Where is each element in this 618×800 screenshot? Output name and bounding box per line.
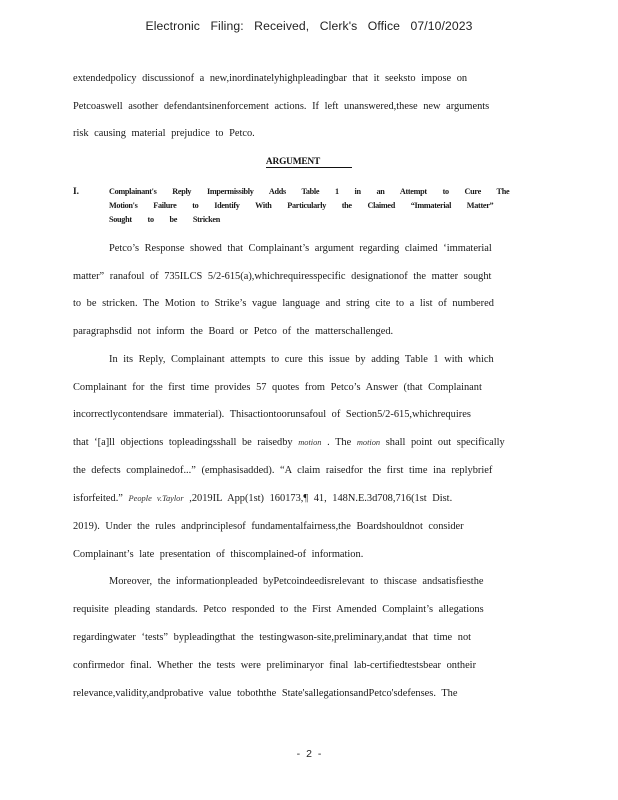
subheading-number: I. <box>73 187 79 197</box>
paragraph-line: paragraphsdid not inform the Board or Petco of the matterschallenged. <box>73 326 394 337</box>
paragraph-line: to be stricken. The Motion to Strike’s vague language and string cite to a list of numbered <box>73 298 494 309</box>
paragraph-line: Complainant’s late presentation of thiscomplained-of information. <box>73 549 364 560</box>
paragraph-line: Complainant for the first time provides 57 quotes from Petco’s Answer (that Complainant <box>73 382 482 393</box>
section-heading: ARGUMENT <box>0 157 618 167</box>
paragraph-line: Petco’s Response showed that Complainant’s argument regarding claimed ‘immaterial <box>109 243 492 254</box>
paragraph-line: that ‘[a]ll objections topleadingsshall be raisedby motion . The motion shall point out specifically <box>73 437 505 448</box>
paragraph-line: In its Reply, Complainant attempts to cure this issue by adding Table 1 with which <box>109 354 494 365</box>
paragraph-line: isforfeited.” People v.Taylor ,2019IL App(1st) 160173,¶ 41, 148N.E.3d708,716(1st Dist. <box>73 493 453 504</box>
page-number: - 2 - <box>296 748 322 760</box>
paragraph-line: regardingwater ‘tests” bypleadingthat the testingwason-site,preliminary,andat that time not <box>73 632 472 643</box>
paragraph-line: 2019). Under the rules andprinciplesof fundamentalfairness,the Boardshouldnot consider <box>73 521 464 532</box>
paragraph-line: relevance,validity,andprobative value toboththe State'sallegationsandPetco'sdefenses. The <box>73 688 458 699</box>
paragraph-line: incorrectlycontendsare immaterial). Thisactiontoorunsafoul of Section5/2-615,whichrequires <box>73 409 471 420</box>
subheading-line: Motion's Failure to Identify With Particularly the Claimed “Immaterial Matter” <box>109 201 494 210</box>
paragraph-line: Petcoaswell asother defendantsinenforcement actions. If left unanswered,these new arguments <box>73 101 490 112</box>
paragraph-line: Moreover, the informationpleaded byPetcoindeedisrelevant to thiscase andsatisfiesthe <box>109 576 484 587</box>
paragraph-line: extendedpolicy discussionof a new,inordinatelyhighpleadingbar that it seeksto impose on <box>73 73 468 84</box>
italic-emphasis: motion <box>356 438 381 447</box>
paragraph-line: confirmedor final. Whether the tests were preliminaryor final lab-certifiedtestsbear ontheir <box>73 660 477 671</box>
italic-emphasis: motion <box>298 438 322 447</box>
paragraph-line: risk causing material prejudice to Petco. <box>73 128 255 139</box>
case-citation-italic: People v.Taylor <box>128 494 184 503</box>
filing-stamp-header: Electronic Filing: Received, Clerk's Office 07/10/2023 <box>145 19 473 33</box>
paragraph-line: requisite pleading standards. Petco responded to the First Amended Complaint’s allegations <box>73 604 484 615</box>
subheading-line: Sought to be Stricken <box>109 215 220 224</box>
paragraph-line: the defects complainedof...” (emphasisadded). “A claim raisedfor the first time ina replybrief <box>73 465 493 476</box>
subheading-line: Complainant's Reply Impermissibly Adds Table 1 in an Attempt to Cure The <box>109 187 510 196</box>
paragraph-line: matter” ranafoul of 735ILCS 5/2-615(a),whichrequiresspecific designationof the matter sought <box>73 271 492 282</box>
